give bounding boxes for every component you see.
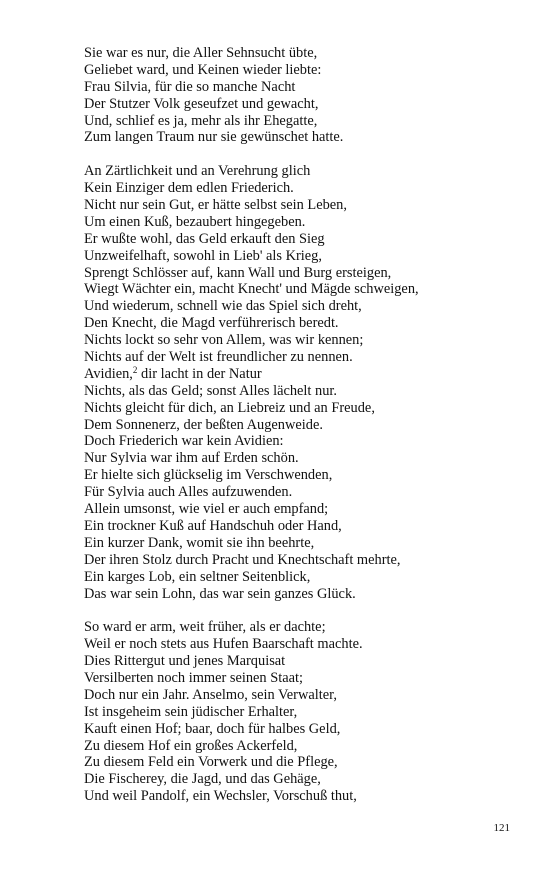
verse-line: Er hielte sich glückselig im Verschwenden, [84, 467, 333, 484]
verse-line: Er wußte wohl, das Geld erkauft den Sieg [84, 230, 325, 247]
verse-line: Sprengt Schlösser auf, kann Wall und Burg ersteigen, [84, 264, 392, 281]
verse-line: Für Sylvia auch Alles aufzuwenden. [84, 484, 293, 501]
verse-text-continued: dir lacht in der Natur [137, 365, 262, 382]
verse-line: Wiegt Wächter ein, macht Knecht' und Mägde schweigen, [84, 281, 419, 298]
verse-line: Doch nur ein Jahr. Anselmo, sein Verwalter, [84, 686, 337, 703]
verse-line: Sie war es nur, die Aller Sehnsucht übte, [84, 45, 318, 61]
verse-line: Um einen Kuß, bezaubert hingegeben. [84, 213, 306, 230]
verse-line: Und, schlief es ja, mehr als ihr Ehegatte, [84, 112, 318, 129]
verse-line: Ein kurzer Dank, womit sie ihn beehrte, [84, 534, 315, 551]
verse-line: Und weil Pandolf, ein Wechsler, Vorschuß thut, [84, 788, 357, 805]
verse-line: Nicht nur sein Gut, er hätte selbst sein Leben, [84, 197, 347, 214]
verse-line: Unzweifelhaft, sowohl in Lieb' als Krieg, [84, 247, 322, 264]
verse-line: Weil er noch stets aus Hufen Baarschaft machte. [84, 636, 363, 653]
verse-line: An Zärtlichkeit und an Verehrung glich [84, 163, 311, 180]
page-number: 121 [493, 822, 510, 834]
footnote-marker: 2 [132, 364, 138, 375]
verse-line: Und wiederum, schnell wie das Spiel sich dreht, [84, 298, 362, 315]
verse-line: Dies Rittergut und jenes Marquisat [84, 653, 286, 670]
verse-text: Avidien, [84, 365, 133, 382]
verse-line: Den Knecht, die Magd verführerisch beredt. [84, 315, 339, 332]
poem-text [84, 45, 524, 822]
verse-line: Geliebet ward, und Keinen wieder liebte: [84, 61, 322, 78]
verse-line: Frau Silvia, für die so manche Nacht [84, 78, 296, 95]
verse-line: Nur Sylvia war ihm auf Erden schön. [84, 450, 299, 467]
verse-line: Ist insgeheim sein jüdischer Erhalter, [84, 703, 298, 720]
verse-line: Nichts gleicht für dich, an Liebreiz und an Freude, [84, 399, 375, 416]
verse-line-with-footnote [84, 366, 524, 383]
stanza-3 [84, 619, 524, 805]
verse-line: Der Stutzer Volk geseufzet und gewacht, [84, 95, 319, 112]
verse-line: Nichts auf der Welt ist freundlicher zu nennen. [84, 349, 353, 366]
verse-line: Nichts lockt so sehr von Allem, was wir kennen; [84, 332, 364, 349]
verse-line: Der ihren Stolz durch Pracht und Knechtschaft mehrte, [84, 551, 401, 568]
verse-line: So ward er arm, weit früher, als er dachte; [84, 619, 326, 636]
verse-line: Zu diesem Feld ein Vorwerk und die Pflege, [84, 754, 338, 771]
verse-line: Zum langen Traum nur sie gewünschet hatte. [84, 129, 344, 146]
verse-line: Zu diesem Hof ein großes Ackerfeld, [84, 737, 298, 754]
verse-line: Kauft einen Hof; baar, doch für halbes Geld, [84, 720, 341, 737]
stanza-1 [84, 45, 524, 146]
verse-line: Die Fischerey, die Jagd, und das Gehäge, [84, 771, 321, 788]
verse-line: Dem Sonnenerz, der beßten Augenweide. [84, 416, 323, 433]
verse-line: Ein karges Lob, ein seltner Seitenblick, [84, 568, 311, 585]
verse-line: Allein umsonst, wie viel er auch empfand; [84, 501, 329, 518]
verse-line: Versilberten noch immer seinen Staat; [84, 669, 303, 686]
verse-line: Kein Einziger dem edlen Friederich. [84, 180, 294, 197]
verse-line: Ein trockner Kuß auf Handschuh oder Hand, [84, 517, 342, 534]
verse-line: Das war sein Lohn, das war sein ganzes Glück. [84, 585, 356, 602]
verse-line: Doch Friederich war kein Avidien: [84, 433, 284, 450]
stanza-2 [84, 163, 524, 602]
verse-line: Nichts, als das Geld; sonst Alles lächelt nur. [84, 382, 338, 399]
